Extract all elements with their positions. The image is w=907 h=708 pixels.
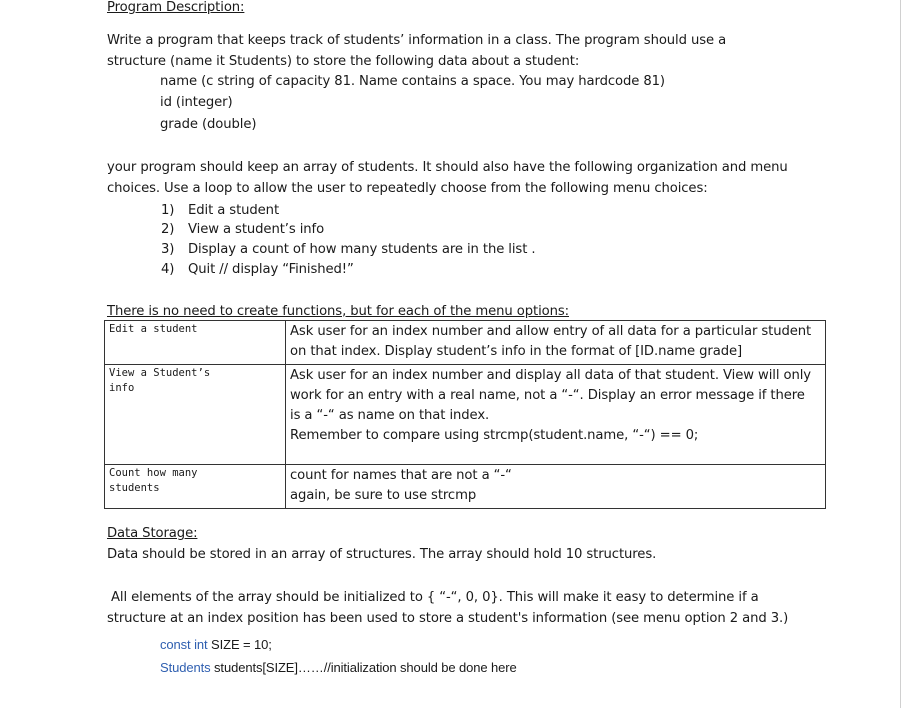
- menu-item-text: Quit // display “Finished!”: [188, 262, 354, 277]
- menu-item-text: Edit a student: [188, 203, 280, 218]
- page-heading: Program Description:: [107, 0, 245, 15]
- description-line: again, be sure to use strcmp: [290, 488, 477, 503]
- menu-item-text: Display a count of how many students are in the list .: [188, 242, 536, 257]
- table-row: [105, 465, 826, 509]
- storage-heading: Data Storage:: [107, 526, 198, 541]
- menu-intro-line-2: choices. Use a loop to allow the user to repeatedly choose from the following menu choices:: [107, 181, 708, 196]
- menu-item-text: View a student’s info: [188, 222, 325, 237]
- table-row: [105, 321, 826, 365]
- field-grade: grade (double): [160, 117, 257, 132]
- menu-item-num: 1): [161, 203, 175, 218]
- description-line: Ask user for an index number and display all data of that student. View will only: [290, 368, 812, 383]
- menu-intro-line-1: your program should keep an array of students. It should also have the following organization and menu: [107, 160, 788, 175]
- code-line-2: [160, 658, 517, 678]
- description-line: Remember to compare using strcmp(student.name, “-“) == 0;: [290, 428, 699, 443]
- init-line-1: All elements of the array should be initialized to { “-“, 0, 0}. This will make it easy to determine if a: [111, 590, 759, 605]
- field-name: name (c string of capacity 81. Name contains a space. You may hardcode 81): [160, 74, 665, 89]
- init-line-2: structure at an index position has been used to store a student's information (see menu option 2 and 3.): [107, 611, 789, 626]
- field-id: id (integer): [160, 95, 233, 110]
- code-text: SIZE = 10;: [207, 637, 272, 652]
- code-type: Students: [160, 660, 211, 675]
- code-text: students[SIZE]……//initialization should be done here: [210, 660, 517, 675]
- option-label: Edit a student: [109, 323, 198, 335]
- option-label: Count how many: [109, 467, 198, 479]
- code-line-1: [160, 635, 272, 655]
- option-cell: [105, 321, 286, 365]
- option-label: View a Student’s: [109, 367, 211, 379]
- description-line: Ask user for an index number and allow entry of all data for a particular student: [290, 324, 812, 339]
- intro-line-2: structure (name it Students) to store the following data about a student:: [107, 54, 580, 69]
- option-cell: [105, 465, 286, 509]
- description-line: count for names that are not a “-“: [290, 468, 512, 483]
- menu-item-num: 4): [161, 262, 175, 277]
- description-cell: [286, 321, 826, 365]
- option-label-cont: students: [109, 482, 160, 494]
- code-keyword: const int: [160, 637, 208, 652]
- description-line: on that index. Display student’s info in the format of [ID.name grade]: [290, 344, 743, 359]
- menu-item-num: 2): [161, 222, 175, 237]
- option-cell: [105, 365, 286, 465]
- description-cell: [286, 465, 826, 509]
- menu-options-table: [104, 320, 826, 509]
- table-intro: There is no need to create functions, but for each of the menu options:: [107, 304, 569, 319]
- description-line: work for an entry with a real name, not a “-“. Display an error message if there: [290, 388, 805, 403]
- table-row: [105, 365, 826, 465]
- option-label-cont: info: [109, 382, 135, 394]
- intro-line-1: Write a program that keeps track of students’ information in a class. The program should use a: [107, 33, 727, 48]
- description-line: is a “-“ as name on that index.: [290, 408, 490, 423]
- menu-item-num: 3): [161, 242, 175, 257]
- storage-line: Data should be stored in an array of structures. The array should hold 10 structures.: [107, 547, 657, 562]
- description-cell: [286, 365, 826, 465]
